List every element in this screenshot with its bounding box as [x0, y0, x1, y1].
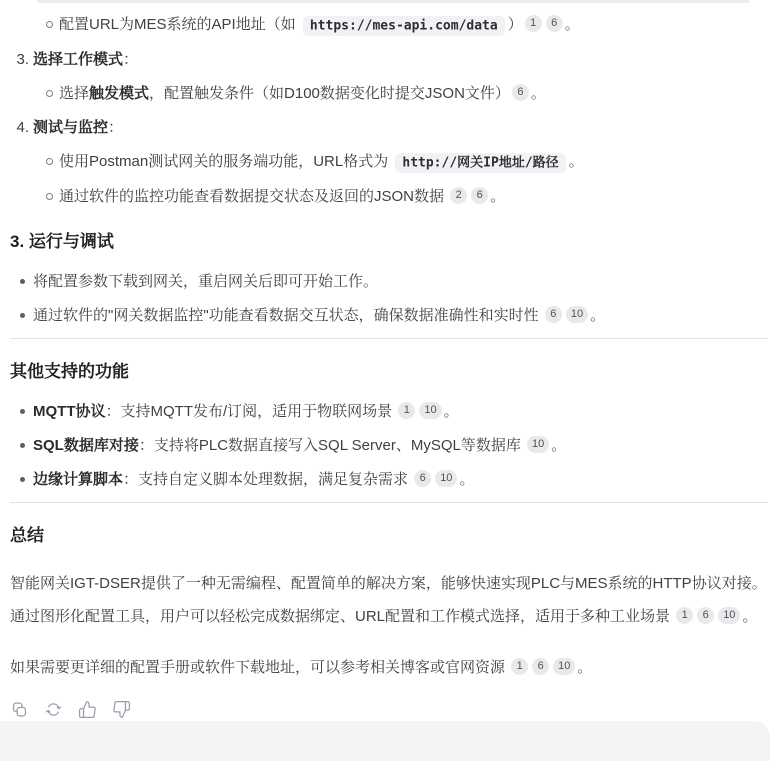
message-action-bar — [6, 696, 134, 722]
text-segment: 。 — [742, 608, 758, 625]
citation-badge[interactable]: 6 — [512, 84, 529, 101]
regenerate-button[interactable] — [40, 696, 66, 722]
bold-text-segment: MQTT协议 — [33, 403, 106, 420]
cutoff-code-chip-edge — [37, 0, 750, 3]
text-segment: 。 — [551, 437, 567, 454]
hollow-bullet-marker — [46, 193, 53, 200]
text-segment: 如果需要更详细的配置手册或软件下载地址，可以参考相关博客或官网资源 — [10, 659, 510, 676]
bold-text-segment: 边缘计算脚本 — [33, 471, 124, 488]
dislike-button[interactable] — [108, 696, 134, 722]
chat-input-area[interactable] — [0, 721, 770, 761]
text-segment: 通过软件的"网关数据监控"功能查看数据交互状态，确保数据准确性和实时性 — [33, 307, 543, 324]
text-segment: ：支持自定义脚本处理数据，满足复杂需求 — [123, 471, 413, 488]
bold-text-segment: 选择工作模式 — [33, 51, 124, 68]
list-number: 4. — [16, 119, 29, 136]
divider — [10, 338, 768, 339]
thumbs-up-icon — [78, 700, 97, 719]
text-segment: ： — [108, 119, 124, 136]
inline-code: http://网关IP地址/路径 — [395, 153, 565, 173]
text-segment: 将配置参数下载到网关，重启网关后即可开始工作。 — [33, 273, 379, 290]
copy-icon — [10, 700, 29, 719]
bold-text-segment: 触发模式 — [89, 85, 150, 102]
text-segment: ：支持将PLC数据直接写入SQL Server、MySQL等数据库 — [138, 437, 526, 454]
citation-badge[interactable]: 6 — [545, 306, 562, 323]
divider — [10, 502, 768, 503]
paragraph — [10, 567, 768, 633]
ordered-list-item — [10, 47, 768, 72]
section-heading: 3. 运行与调试 — [10, 232, 114, 251]
citation-badge[interactable]: 1 — [525, 15, 542, 32]
citation-badge[interactable]: 1 — [676, 607, 693, 624]
citation-badge[interactable]: 10 — [435, 470, 457, 487]
hollow-bullet-marker — [46, 21, 53, 28]
text-segment: 通过软件的监控功能查看数据提交状态及返回的JSON数据 — [59, 188, 449, 205]
list-item — [10, 467, 768, 492]
nested-list-item — [10, 81, 768, 106]
citation-badge[interactable]: 10 — [527, 436, 549, 453]
citation-badge[interactable]: 6 — [414, 470, 431, 487]
text-segment: 。 — [564, 16, 580, 33]
text-segment: 。 — [530, 85, 546, 102]
ordered-list-item — [10, 115, 768, 140]
citation-badge[interactable]: 1 — [398, 402, 415, 419]
bullet-marker — [20, 477, 25, 482]
list-item — [10, 399, 768, 424]
thumbs-down-icon — [112, 700, 131, 719]
citation-badge[interactable]: 2 — [450, 187, 467, 204]
bold-text-segment: 测试与监控 — [33, 119, 109, 136]
hollow-bullet-marker — [46, 90, 53, 97]
citation-badge[interactable]: 10 — [566, 306, 588, 323]
citation-badge[interactable]: 10 — [718, 607, 740, 624]
citation-badge[interactable]: 10 — [553, 658, 575, 675]
bullet-marker — [20, 443, 25, 448]
bullet-marker — [20, 409, 25, 414]
section-heading: 其他支持的功能 — [10, 362, 129, 381]
paragraph — [10, 651, 768, 684]
bold-text-segment: SQL数据库对接 — [33, 437, 139, 454]
list-item — [10, 303, 768, 328]
like-button[interactable] — [74, 696, 100, 722]
text-segment: ： — [123, 51, 139, 68]
text-segment: 配置URL为MES系统的API地址（如 — [59, 16, 300, 33]
text-segment: 使用Postman测试网关的服务端功能，URL格式为 — [59, 153, 393, 170]
text-segment: ） — [507, 16, 523, 33]
bullet-marker — [20, 279, 25, 284]
message-body — [10, 0, 768, 684]
text-segment: 。 — [490, 188, 506, 205]
text-segment: 。 — [568, 153, 584, 170]
citation-badge[interactable]: 6 — [532, 658, 549, 675]
refresh-icon — [44, 700, 63, 719]
text-segment: ：支持MQTT发布/订阅，适用于物联网场景 — [105, 403, 397, 420]
list-item — [10, 433, 768, 458]
inline-code: https://mes-api.com/data — [303, 16, 505, 36]
citation-badge[interactable]: 6 — [546, 15, 563, 32]
text-segment: ，配置触发条件（如D100数据变化时提交JSON文件） — [149, 85, 510, 102]
text-segment: 。 — [577, 659, 593, 676]
bullet-marker — [20, 313, 25, 318]
citation-badge[interactable]: 6 — [471, 187, 488, 204]
citation-badge[interactable]: 1 — [511, 658, 528, 675]
copy-button[interactable] — [6, 696, 32, 722]
nested-list-item — [10, 184, 768, 209]
nested-list-item — [10, 12, 768, 38]
hollow-bullet-marker — [46, 158, 53, 165]
list-item — [10, 269, 768, 294]
text-segment: 选择 — [59, 85, 90, 102]
text-segment: 智能网关IGT-DSER提供了一种无需编程、配置简单的解决方案，能够快速实现PLC与MES系统的HTTP协议对接。通过图形化配置工具，用户可以轻松完成数据绑定、URL配置和工作模式选择，适用于多种工业场景 — [10, 575, 767, 625]
section-heading: 总结 — [10, 526, 44, 545]
citation-badge[interactable]: 6 — [697, 607, 714, 624]
nested-list-item — [10, 149, 768, 175]
text-segment: 。 — [590, 307, 606, 324]
text-segment: 。 — [459, 471, 475, 488]
citation-badge[interactable]: 10 — [419, 402, 441, 419]
text-segment: 。 — [443, 403, 459, 420]
list-number: 3. — [16, 51, 29, 68]
